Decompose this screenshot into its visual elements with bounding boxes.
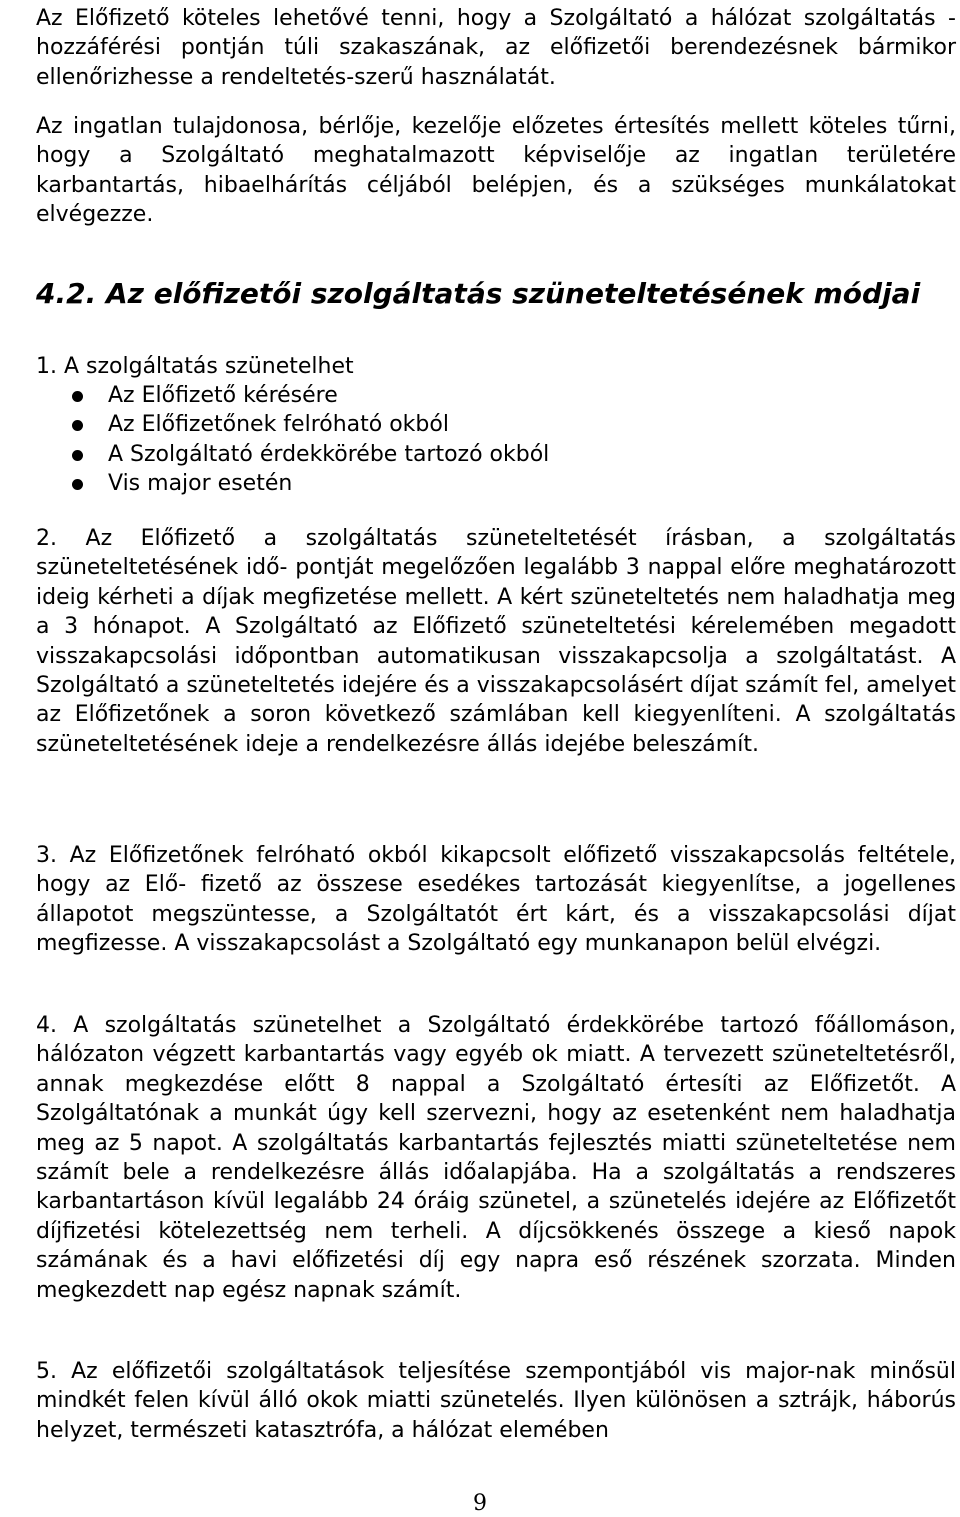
bullet-list	[36, 381, 549, 499]
list-title: 1. A szolgáltatás szünetelhet	[36, 354, 354, 379]
paragraph-5-vis-major: 5. Az előfizetői szolgáltatások teljesítése szempontjából vis major-nak minősül mindkét felen kívül álló okok miatti szünetelés. Ilyen különösen a sztrájk, háborús helyzet, természeti katasztrófa, a hálózat elemében	[36, 1359, 956, 1443]
bullet-icon	[72, 450, 83, 461]
list-item-text: Az Előfizető kérésére	[108, 383, 338, 408]
list-item-text: A Szolgáltató érdekkörébe tartozó okból	[108, 441, 550, 467]
paragraph-3-reconnection: 3. Az Előfizetőnek felróható okból kikapcsolt előfizető visszakapcsolás feltétele, hogy az Elő- fizető az összese esedékes tartozását kiegyenlítse, a jogellenes állapotot megszüntesse, a Szolgáltatót ért kárt, és a visszakapcsolási díjat megfizesse. A visszakapcsolást a Szolgáltató egy munkanapon belül elvégzi.	[36, 843, 956, 957]
list-item-text: Vis major esetén	[108, 471, 293, 497]
bullet-icon	[72, 391, 83, 402]
section-heading: 4.2. Az előfizetői szolgáltatás szüneteltetésének módjai	[36, 277, 921, 310]
list-item	[36, 469, 549, 498]
paragraph-2-subscriber-suspension: 2. Az Előfizető a szolgáltatás szüneteltetését írásban, a szolgáltatás szüneteltetésének idő- pontját megelőzően legalább 3 nappal előre meghatározott ideig kérheti a díjak megfizetése mellett. A kért szüneteltetés nem haladhatja meg a 3 hónapot. A Szolgáltató az Előfizető szüneteltetési kérelemében megadott visszakapcsolási időpontban automatikusan visszakapcsolja a szolgáltatást. A Szolgáltató a szüneteltetés idejére és a visszakapcsolásért díjat számít fel, amelyet az Előfizetőnek a soron következő számlában kell kiegyenlíteni. A szolgáltatás szüneteltetésének ideje a rendelkezésre állás idejébe beleszámít.	[36, 526, 956, 757]
bullet-icon	[72, 479, 83, 490]
list-item	[36, 381, 549, 410]
paragraph-inspection: Az Előfizető köteles lehetővé tenni, hogy a Szolgáltató a hálózat szolgáltatás - hozzáférési pontján túli szakaszának, az előfizetői berendezésnek bármikor ellenőrizhesse a rendeltetés-szerű használatát.	[36, 6, 956, 90]
list-item	[36, 410, 549, 439]
bullet-icon	[72, 420, 83, 431]
paragraph-property-access: Az ingatlan tulajdonosa, bérlője, kezelője előzetes értesítés mellett köteles tűrni, hogy a Szolgáltató meghatalmazott képviselője az ingatlan területére karbantartás, hibaelhárítás céljából belépjen, és a szükséges munkálatokat elvégezze.	[36, 114, 956, 228]
paragraph-4-maintenance: 4. A szolgáltatás szünetelhet a Szolgáltató érdekkörébe tartozó főállomáson, hálózaton végzett karbantartás vagy egyéb ok miatt. A tervezett szüneteltetésről, annak megkezdése előtt 8 nappal a Szolgáltató értesíti az Előfizetőt. A Szolgáltatónak a munkát úgy kell szervezni, hogy az esetenként nem haladhatja meg az 5 napot. A szolgáltatás karbantartás fejlesztés miatti szüneteltetése nem számít bele a rendelkezésre állás időalapjába. Ha a szolgáltatás a rendszeres karbantartáson kívül legalább 24 óráig szünetel, a szünetelés idejére az Előfizetőt díjfizetési kötelezettség nem terheli. A díjcsökkenés összege a kieső napok számának és a havi előfizetési díj egy napra eső részének szorzata. Minden megkezdett nap egész napnak számít.	[36, 1013, 956, 1303]
list-item-text: Az Előfizetőnek felróható okból	[108, 412, 449, 438]
page-number: 9	[473, 1491, 487, 1516]
list-item	[36, 440, 549, 469]
